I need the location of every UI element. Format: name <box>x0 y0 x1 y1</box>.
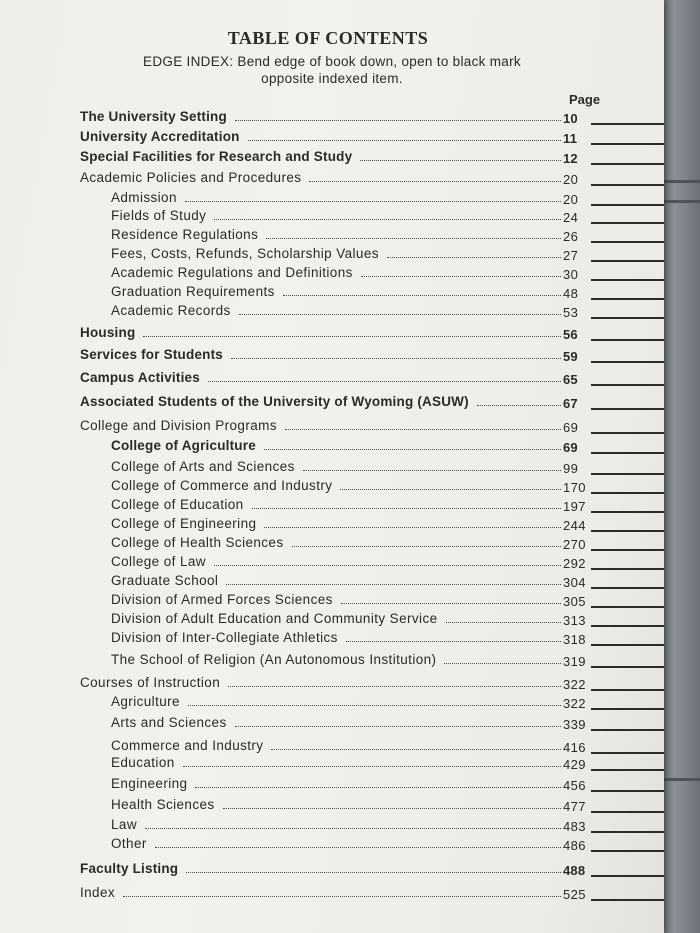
entry-label: Fees, Costs, Refunds, Scholarship Values <box>111 246 379 261</box>
dot-leader <box>226 584 561 585</box>
dot-leader <box>292 546 561 547</box>
entry-page-number: 69 <box>563 420 579 435</box>
entry-page-number: 20 <box>563 172 579 187</box>
entry-page-number: 170 <box>563 480 586 495</box>
dot-leader <box>266 238 561 239</box>
dot-leader <box>264 527 561 528</box>
entry-label: University Accreditation <box>80 129 240 144</box>
toc-subentry <box>0 629 664 647</box>
dot-leader <box>285 429 561 430</box>
entry-label: Agriculture <box>111 694 180 709</box>
entry-label: Arts and Sciences <box>111 715 227 730</box>
edge-index-mark <box>591 163 664 165</box>
edge-index-mark <box>591 473 664 475</box>
entry-page-number: 67 <box>563 396 578 411</box>
entry-page-number: 304 <box>563 575 586 590</box>
toc-subentry <box>0 264 664 282</box>
entry-page-number: 65 <box>563 372 578 387</box>
entry-label: Fields of Study <box>111 208 207 223</box>
toc-subentry <box>0 737 664 755</box>
entry-page-number: 319 <box>563 654 586 669</box>
board-seam <box>660 200 700 203</box>
entry-label: College of Arts and Sciences <box>111 459 295 474</box>
entry-page-number: 69 <box>563 440 578 455</box>
entry-page-number: 12 <box>563 151 578 166</box>
toc-entry <box>0 108 664 126</box>
toc-subentry <box>0 496 664 514</box>
edge-index-mark <box>591 241 664 243</box>
entry-page-number: 318 <box>563 632 586 647</box>
entry-label: Courses of Instruction <box>80 675 221 690</box>
edge-index-mark <box>591 384 664 386</box>
dot-leader <box>185 201 561 202</box>
entry-page-number: 339 <box>563 717 586 732</box>
edge-index-mark <box>591 184 664 186</box>
entry-page-number: 53 <box>563 305 579 320</box>
dot-leader <box>303 470 561 471</box>
entry-label: Academic Policies and Procedures <box>80 170 302 185</box>
dot-leader <box>252 508 561 509</box>
toc-entry <box>0 369 664 387</box>
toc-subentry <box>0 458 664 476</box>
edge-index-mark <box>591 530 664 532</box>
dot-leader <box>264 449 561 450</box>
entry-label: Faculty Listing <box>80 861 179 876</box>
toc-subentry <box>0 835 664 853</box>
toc-subentry <box>0 553 664 571</box>
dot-leader <box>239 314 561 315</box>
entry-label: Graduate School <box>111 573 219 588</box>
toc-entry <box>0 860 664 878</box>
entry-label: College of Law <box>111 554 206 569</box>
toc-subentry <box>0 796 664 814</box>
edge-index-mark <box>591 850 664 852</box>
toc-subentry <box>0 207 664 225</box>
entry-page-number: 11 <box>563 131 578 146</box>
toc-entry <box>0 128 664 146</box>
dot-leader <box>235 120 561 121</box>
entry-label: Index <box>80 885 116 900</box>
dot-leader <box>446 622 561 623</box>
edge-index-mark <box>591 811 664 813</box>
entry-label: Commerce and Industry <box>111 738 264 753</box>
instructions-line-2: opposite indexed item. <box>261 71 403 86</box>
toc-entry <box>0 417 664 435</box>
dot-leader <box>341 603 561 604</box>
entry-page-number: 486 <box>563 838 586 853</box>
entry-label: College of Engineering <box>111 516 257 531</box>
edge-index-mark <box>591 279 664 281</box>
dot-leader <box>231 358 561 359</box>
page-column-header: Page <box>569 92 601 107</box>
toc-subentry <box>0 816 664 834</box>
entry-page-number: 322 <box>563 696 586 711</box>
dot-leader <box>309 181 561 182</box>
dot-leader <box>477 405 561 406</box>
entry-page-number: 26 <box>563 229 579 244</box>
edge-index-mark <box>591 568 664 570</box>
entry-page-number: 270 <box>563 537 586 552</box>
toc-entry <box>0 674 664 692</box>
entry-label: College of Education <box>111 497 244 512</box>
toc-subentry <box>0 775 664 793</box>
entry-page-number: 525 <box>563 887 586 902</box>
toc-subentry <box>0 515 664 533</box>
dot-leader <box>195 787 561 788</box>
edge-index-mark <box>591 317 664 319</box>
board-seam <box>660 180 700 183</box>
edge-index-mark <box>591 361 664 363</box>
dot-leader <box>283 295 561 296</box>
edge-index-mark <box>591 452 664 454</box>
edge-index-mark <box>591 587 664 589</box>
toc-subentry <box>0 534 664 552</box>
dot-leader <box>228 686 561 687</box>
toc-subentry <box>0 477 664 495</box>
entry-page-number: 56 <box>563 327 578 342</box>
entry-page-number: 30 <box>563 267 579 282</box>
toc-subentry <box>0 226 664 244</box>
edge-index-mark <box>591 222 664 224</box>
dot-leader <box>123 896 561 897</box>
dot-leader <box>235 726 561 727</box>
toc-subentry <box>0 693 664 711</box>
entry-page-number: 456 <box>563 778 586 793</box>
edge-index-mark <box>591 511 664 513</box>
entry-page-number: 48 <box>563 286 579 301</box>
edge-index-mark <box>591 729 664 731</box>
toc-entry <box>0 148 664 166</box>
toc-subentry <box>0 245 664 263</box>
entry-page-number: 322 <box>563 677 586 692</box>
entry-page-number: 483 <box>563 819 586 834</box>
entry-label: Campus Activities <box>80 370 200 385</box>
dot-leader <box>143 336 561 337</box>
entry-page-number: 24 <box>563 210 579 225</box>
dot-leader <box>155 847 561 848</box>
edge-index-mark <box>591 644 664 646</box>
dot-leader <box>223 808 561 809</box>
dot-leader <box>208 381 561 382</box>
toc-subentry <box>0 651 664 669</box>
background-board <box>660 0 700 933</box>
entry-label: The University Setting <box>80 109 227 124</box>
instructions-line-1: EDGE INDEX: Bend edge of book down, open to black mark <box>143 54 521 69</box>
entry-label: Associated Students of the University of Wyoming (ASUW) <box>80 394 469 409</box>
edge-index-mark <box>591 831 664 833</box>
entry-page-number: 197 <box>563 499 586 514</box>
dot-leader <box>214 219 561 220</box>
entry-page-number: 99 <box>563 461 579 476</box>
entry-label: Admission <box>111 190 177 205</box>
edge-index-mark <box>591 143 664 145</box>
entry-page-number: 416 <box>563 740 586 755</box>
edge-index-mark <box>591 123 664 125</box>
toc-subentry <box>0 572 664 590</box>
dot-leader <box>271 749 561 750</box>
toc-subentry <box>0 714 664 732</box>
entry-label: College and Division Programs <box>80 418 277 433</box>
edge-index-mark <box>591 432 664 434</box>
entry-page-number: 20 <box>563 192 579 207</box>
entry-label: Engineering <box>111 776 188 791</box>
toc-subentry <box>0 283 664 301</box>
toc-entry <box>0 346 664 364</box>
edge-index-mark <box>591 689 664 691</box>
toc-entry <box>0 393 664 411</box>
dot-leader <box>444 663 561 664</box>
dot-leader <box>346 641 561 642</box>
edge-index-mark <box>591 549 664 551</box>
edge-index-instructions <box>0 53 664 87</box>
toc-subentry <box>0 437 664 455</box>
edge-index-mark <box>591 708 664 710</box>
toc-entry <box>0 884 664 902</box>
toc-entry <box>0 324 664 342</box>
entry-page-number: 305 <box>563 594 586 609</box>
entry-label: College of Commerce and Industry <box>111 478 333 493</box>
edge-index-mark <box>591 769 664 771</box>
entry-page-number: 313 <box>563 613 586 628</box>
entry-label: Education <box>111 755 175 770</box>
entry-label: Division of Armed Forces Sciences <box>111 592 333 607</box>
board-seam <box>660 778 700 781</box>
dot-leader <box>186 872 561 873</box>
entry-page-number: 477 <box>563 799 586 814</box>
edge-index-mark <box>591 492 664 494</box>
dot-leader <box>248 140 561 141</box>
edge-index-mark <box>591 204 664 206</box>
entry-label: Division of Inter-Collegiate Athletics <box>111 630 338 645</box>
entry-label: Housing <box>80 325 136 340</box>
page-title: TABLE OF CONTENTS <box>227 28 429 48</box>
toc-entry <box>0 169 664 187</box>
entry-label: Division of Adult Education and Community Service <box>111 611 438 626</box>
edge-index-mark <box>591 408 664 410</box>
entry-label: Law <box>111 817 137 832</box>
edge-index-mark <box>591 606 664 608</box>
dot-leader <box>361 276 561 277</box>
entry-page-number: 244 <box>563 518 586 533</box>
entry-page-number: 429 <box>563 757 586 772</box>
dot-leader <box>387 257 561 258</box>
edge-index-mark <box>591 790 664 792</box>
toc-subentry <box>0 754 664 772</box>
edge-index-mark <box>591 899 664 901</box>
edge-index-mark <box>591 666 664 668</box>
entry-page-number: 292 <box>563 556 586 571</box>
entry-label: College of Agriculture <box>111 438 256 453</box>
dot-leader <box>145 828 561 829</box>
entry-label: Academic Regulations and Definitions <box>111 265 353 280</box>
dot-leader <box>188 705 561 706</box>
dot-leader <box>214 565 561 566</box>
entry-page-number: 59 <box>563 349 578 364</box>
entry-label: Other <box>111 836 147 851</box>
toc-subentry <box>0 189 664 207</box>
edge-index-mark <box>591 875 664 877</box>
entry-label: Health Sciences <box>111 797 215 812</box>
entry-label: College of Health Sciences <box>111 535 284 550</box>
entry-page-number: 27 <box>563 248 579 263</box>
entry-label: Special Facilities for Research and Study <box>80 149 353 164</box>
edge-index-mark <box>591 260 664 262</box>
edge-index-mark <box>591 298 664 300</box>
dot-leader <box>340 489 561 490</box>
entry-label: Residence Regulations <box>111 227 259 242</box>
dot-leader <box>183 766 561 767</box>
entry-label: Services for Students <box>80 347 223 362</box>
edge-index-mark <box>591 625 664 627</box>
toc-subentry <box>0 610 664 628</box>
toc-subentry <box>0 591 664 609</box>
entry-label: The School of Religion (An Autonomous Institution) <box>111 652 437 667</box>
entry-page-number: 488 <box>563 863 586 878</box>
entry-label: Graduation Requirements <box>111 284 275 299</box>
entry-label: Academic Records <box>111 303 231 318</box>
edge-index-mark <box>591 339 664 341</box>
entry-page-number: 10 <box>563 111 578 126</box>
toc-subentry <box>0 302 664 320</box>
dot-leader <box>360 160 561 161</box>
